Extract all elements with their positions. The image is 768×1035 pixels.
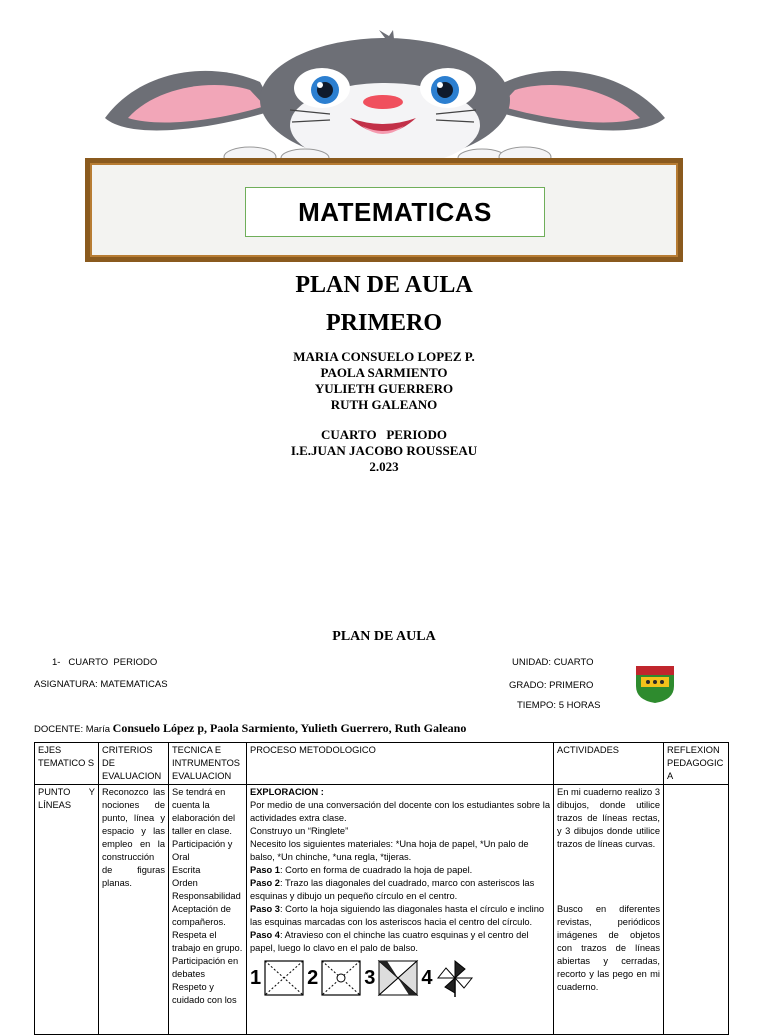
actividad-item: En mi cuaderno realizo 3 dibujos, donde utilice trazos de líneas rectas, y 3 dibujos donde utilice trazos de líneas curvas. — [557, 787, 660, 849]
header-criterios: CRITERIOS DE EVALUACION — [99, 743, 169, 785]
figure-number: 1 — [250, 966, 262, 989]
ejes-cell: PUNTO Y LÍNEAS — [35, 785, 99, 1035]
pinwheel-folded-icon — [377, 959, 419, 997]
proceso-step — [250, 864, 550, 877]
tecnica-cell — [169, 785, 247, 1035]
bunny-illustration — [100, 30, 670, 170]
header-actividades: ACTIVIDADES — [554, 743, 664, 785]
tecnica-item: Orden — [172, 878, 198, 888]
step-label: Paso 4 — [250, 930, 280, 940]
title-box — [245, 187, 545, 237]
proceso-heading: EXPLORACION : — [250, 787, 324, 797]
header-ejes: EJES TEMATICO S — [35, 743, 99, 785]
step-label: Paso 3 — [250, 904, 280, 914]
unidad-label: UNIDAD: CUARTO — [512, 657, 594, 668]
figure-number: 2 — [307, 966, 319, 989]
figure-number: 4 — [421, 966, 433, 989]
docente-names: Consuelo López p, Paola Sarmiento, Yulieth Guerrero, Ruth Galeano — [112, 721, 467, 735]
tecnica-item: Participación en debates — [172, 956, 239, 979]
cover-period: CUARTO PERIODO — [320, 427, 448, 442]
plan-table — [34, 742, 729, 1035]
proceso-build: Construyo un “Ringlete” — [250, 826, 349, 836]
period-line: 1- CUARTO PERIODO — [52, 657, 158, 668]
step-text: : Corto la hoja siguiendo las diagonales hasta el círculo e inclino las esquinas marcadas con los asteriscos hacia el centro del círculo. — [250, 904, 545, 927]
figure-number: 3 — [364, 966, 376, 989]
cover-grade: PRIMERO — [326, 310, 442, 336]
teacher-name: PAOLA SARMIENTO — [320, 365, 448, 380]
step-label: Paso 1 — [250, 865, 280, 875]
pinwheel-steps-figure — [250, 959, 550, 997]
proceso-step — [250, 903, 550, 929]
subject-title: MATEMATICAS — [298, 196, 492, 227]
step-text: : Corto en forma de cuadrado la hoja de papel. — [279, 865, 473, 875]
teacher-name: MARIA CONSUELO LOPEZ P. — [293, 349, 475, 364]
header-tecnica: TECNICA E INTRUMENTOS EVALUACION — [169, 743, 247, 785]
asignatura-label: ASIGNATURA: MATEMATICAS — [34, 679, 168, 690]
table-header-row — [35, 743, 729, 785]
reflexion-cell — [664, 785, 729, 1035]
teacher-name: YULIETH GUERRERO — [314, 381, 454, 396]
tecnica-item: Respeta el trabajo en grupo. — [172, 930, 243, 953]
proceso-materials: Necesito los siguientes materiales: *Una hoja de papel, *Un palo de balso, *Un chinche, *una regla, *tijeras. — [250, 839, 529, 862]
criterios-cell: Reconozco las nociones de punto, línea y espacio y las empleo en la construcción de figuras planas. — [99, 785, 169, 1035]
cover-plan-title: PLAN DE AULA — [295, 272, 473, 298]
proceso-step — [250, 877, 550, 903]
school-shield-icon — [634, 664, 676, 704]
step-text: : Atravieso con el chinche las cuatro esquinas y el centro del papel, luego lo clavo en el palo de balso. — [250, 930, 529, 953]
actividades-cell — [554, 785, 664, 1035]
table-row — [35, 785, 729, 1035]
grado-label: GRADO: PRIMERO — [509, 680, 594, 691]
tecnica-item: Participación y Oral — [172, 839, 233, 862]
docente-line — [34, 721, 466, 736]
plan-title: PLAN DE AULA — [332, 629, 436, 644]
tecnica-item: Aceptación de compañeros. — [172, 904, 231, 927]
cover-school: I.E.JUAN JACOBO ROUSSEAU — [290, 443, 478, 458]
tecnica-item: Se tendrá en cuenta la elaboración del taller en clase. — [172, 787, 236, 836]
teacher-name: RUTH GALEANO — [330, 397, 438, 412]
step-text: : Trazo las diagonales del cuadrado, marco con asteriscos las esquinas y dibujo un pequeño círculo en el centro. — [250, 878, 535, 901]
cover-year: 2.023 — [369, 459, 399, 474]
square-diagonals-icon — [263, 959, 305, 997]
actividad-item: Busco en diferentes revistas, periódicos imágenes de objetos con trazos de líneas abiertas y cerradas, recorto y las pego en mi cuaderno. — [557, 904, 660, 992]
proceso-cell — [247, 785, 554, 1035]
step-label: Paso 2 — [250, 878, 280, 888]
pinwheel-icon — [435, 959, 475, 997]
header-proceso: PROCESO METODOLOGICO — [247, 743, 554, 785]
square-circle-icon — [320, 959, 362, 997]
proceso-intro: Por medio de una conversación del docente con los estudiantes sobre la actividades extra clase. — [250, 800, 550, 823]
header-reflexion: REFLEXION PEDAGOGIC A — [664, 743, 729, 785]
tiempo-label: TIEMPO: 5 HORAS — [517, 700, 601, 711]
tecnica-item: Responsabilidad — [172, 891, 241, 901]
proceso-step — [250, 929, 550, 955]
tecnica-item: Respeto y cuidado con los — [172, 982, 237, 1005]
docente-label: DOCENTE: María — [34, 724, 111, 735]
tecnica-item: Escrita — [172, 865, 201, 875]
